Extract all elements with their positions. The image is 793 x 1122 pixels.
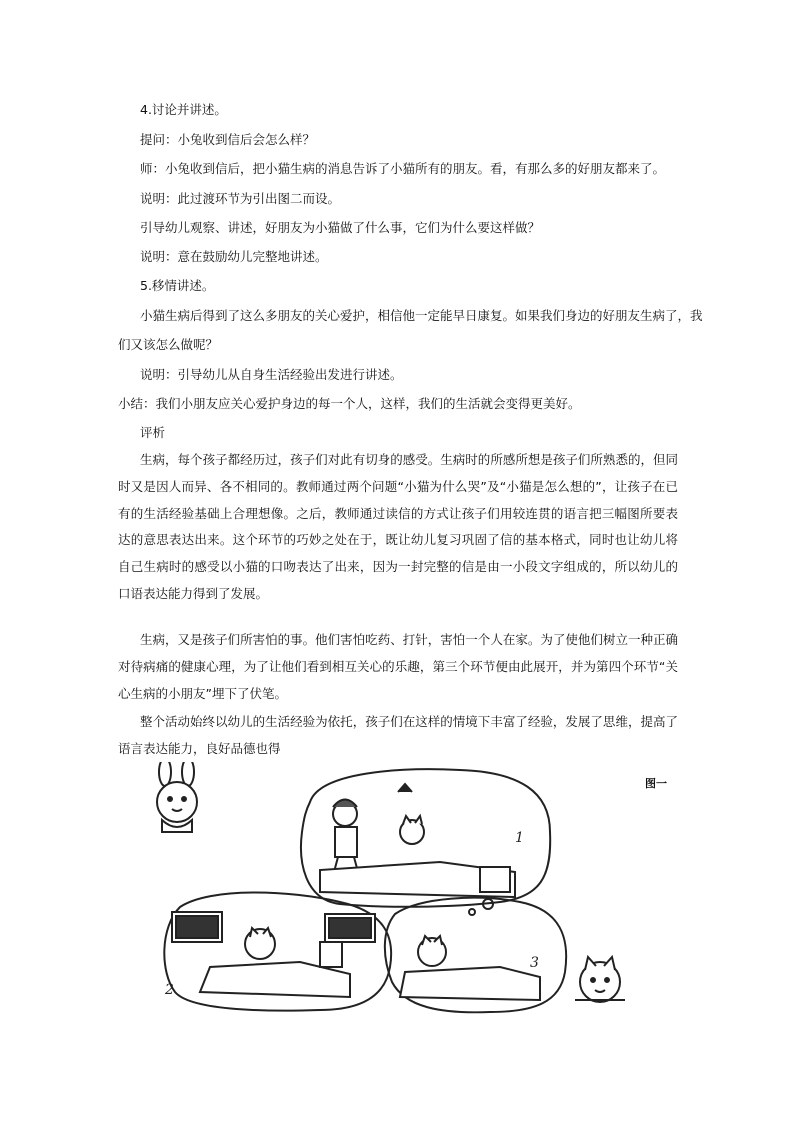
comment-paragraph-3-text: 整个活动始终以幼儿的生活经验为依托，孩子们在这样的情境下丰富了经验，发展了思维，提高了语言表达能力，良好品德也得 (118, 714, 678, 756)
panel-2-number: 2 (165, 982, 174, 998)
panel-3-scene (325, 914, 540, 1000)
cat-character (575, 957, 625, 1002)
panel-3-number: 3 (530, 955, 539, 971)
note-line-1: 说明：此过渡环节为引出图二而设。 (140, 191, 341, 206)
comment-heading: 评析 (140, 425, 166, 440)
comment-paragraph-1 (118, 447, 678, 608)
comment-paragraph-2-text: 生病，又是孩子们所害怕的事。他们害怕吃药、打针，害怕一个人在家。为了使他们树立一种正确对待病痛的健康心理，为了让他们看到相互关心的乐趣，第三个环节便由此展开，并为第四个环节“关心生病的小朋友”埋下了伏笔。 (118, 632, 678, 701)
teacher-line: 师：小兔收到信后，把小猫生病的消息告诉了小猫所有的朋友。看，有那么多的好朋友都来了。 (140, 161, 666, 176)
empathy-line-b: 们又该怎么做呢？ (118, 337, 219, 352)
rabbit-character (157, 762, 197, 832)
heading-discuss: 4.讨论并讲述。 (140, 102, 227, 117)
guide-line-1: 引导幼儿观察、讲述，好朋友为小猫做了什么事，它们为什么要这样做？ (140, 220, 541, 235)
panel-1-number: 1 (515, 830, 524, 846)
note-line-3: 说明：引导幼儿从自身生活经验出发进行讲述。 (140, 367, 403, 382)
illustration-figure-1 (120, 762, 680, 1020)
summary-line: 小结：我们小朋友应关心爱护身边的每一个人，这样，我们的生活就会变得更美好。 (118, 396, 581, 411)
panel-2-scene (172, 912, 350, 997)
note-line-2: 说明：意在鼓励幼儿完整地讲述。 (140, 249, 328, 264)
heading-empathy: 5.移情讲述。 (140, 278, 215, 293)
figure-label: 图一 (645, 777, 667, 790)
empathy-line-a: 小猫生病后得到了这么多朋友的关心爱护，相信他一定能早日康复。如果我们身边的好朋友生病了，我 (140, 308, 703, 323)
comment-paragraph-1-text: 生病，每个孩子都经历过，孩子们对此有切身的感受。生病时的所感所想是孩子们所熟悉的，但同时又是因人而异、各不相同的。教师通过两个问题“小猫为什么哭”及“小猫是怎么想的”，让孩子在已有的生活经验基础上合理想像。之后，教师通过读信的方式让孩子们用较连贯的语言把三幅图所要表达的意思表达出来。这个环节的巧妙之处在于，既让幼儿复习巩固了信的基本格式，同时也让幼儿将自己生病时的感受以小猫的口吻表达了出来，因为一封完整的信是由一小段文字组成的，所以幼儿的口语表达能力得到了发展。 (118, 452, 678, 601)
comment-paragraph-3 (118, 709, 678, 763)
comment-paragraph-2 (118, 627, 678, 707)
panel-1-scene (320, 784, 515, 897)
question-line: 提问：小兔收到信后会怎么样？ (140, 132, 316, 147)
